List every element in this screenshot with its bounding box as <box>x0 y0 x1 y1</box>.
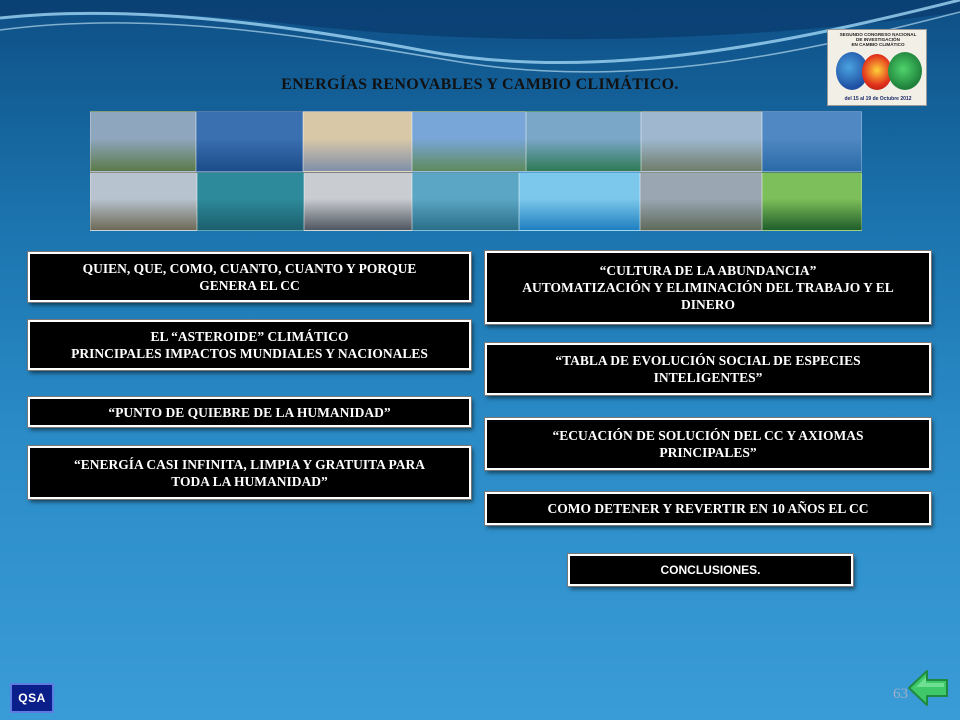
underwater-turbine-photo <box>197 172 304 231</box>
offshore-wind-farm-photo <box>762 111 862 172</box>
qsa-logo-button[interactable]: QSA <box>10 683 54 713</box>
green-globe-icon <box>888 52 922 90</box>
wave-energy-device-photo <box>196 111 303 172</box>
logo-date: del 15 al 19 de Octubre 2012 <box>844 96 912 102</box>
menu-button-infinite-energy[interactable]: “ENERGÍA CASI INFINITA, LIMPIA Y GRATUITA PARA TODA LA HUMANIDAD” <box>28 446 471 499</box>
wind-turbines-field-photo <box>90 172 197 231</box>
menu-button-evolution-table[interactable]: “TABLA DE EVOLUCIÓN SOCIAL DE ESPECIES INTELIGENTES” <box>485 343 931 395</box>
solar-trough-field-photo <box>303 111 412 172</box>
menu-button-tipping-point[interactable]: “PUNTO DE QUIEBRE DE LA HUMANIDAD” <box>28 397 471 427</box>
menu-button-who-what-how[interactable]: QUIEN, QUE, COMO, CUANTO, CUANTO Y PORQUE GENERA EL CC <box>28 252 471 302</box>
page-number: 63 <box>893 686 908 702</box>
menu-button-stop-reverse-cc[interactable]: COMO DETENER Y REVERTIR EN 10 AÑOS EL CC <box>485 492 931 525</box>
header-swoosh <box>0 0 960 120</box>
algae-ponds-photo <box>526 111 641 172</box>
green-back-arrow-icon[interactable] <box>907 668 949 708</box>
slide-title: ENERGÍAS RENOVABLES Y CAMBIO CLIMÁTICO. <box>281 76 679 93</box>
logo-text: SEGUNDO CONGRESO NACIONAL DE INVESTIGACIÓN EN CAMBIO CLIMÁTICO <box>839 32 917 48</box>
algae-bioreactor-tubes-photo <box>762 172 862 231</box>
menu-button-abundance-culture[interactable]: “CULTURA DE LA ABUNDANCIA” AUTOMATIZACIÓN Y ELIMINACIÓN DEL TRABAJO Y EL DINERO <box>485 251 931 324</box>
ocean-wave-photo <box>519 172 640 231</box>
geothermal-plant-photo <box>90 111 196 172</box>
hydroelectric-dam-photo <box>641 111 762 172</box>
power-plant-photo <box>412 111 526 172</box>
ocean-buoys-photo <box>412 172 519 231</box>
conclusions-button[interactable]: CONCLUSIONES. <box>568 554 853 586</box>
coastal-wave-converter-photo <box>640 172 762 231</box>
menu-button-climate-asteroid[interactable]: EL “ASTEROIDE” CLIMÁTICO PRINCIPALES IMPACTOS MUNDIALES Y NACIONALES <box>28 320 471 370</box>
solar-collector-panel-photo <box>304 172 412 231</box>
menu-button-solution-equation[interactable]: “ECUACIÓN DE SOLUCIÓN DEL CC Y AXIOMAS PRINCIPALES” <box>485 418 931 470</box>
congress-logo <box>827 29 927 106</box>
